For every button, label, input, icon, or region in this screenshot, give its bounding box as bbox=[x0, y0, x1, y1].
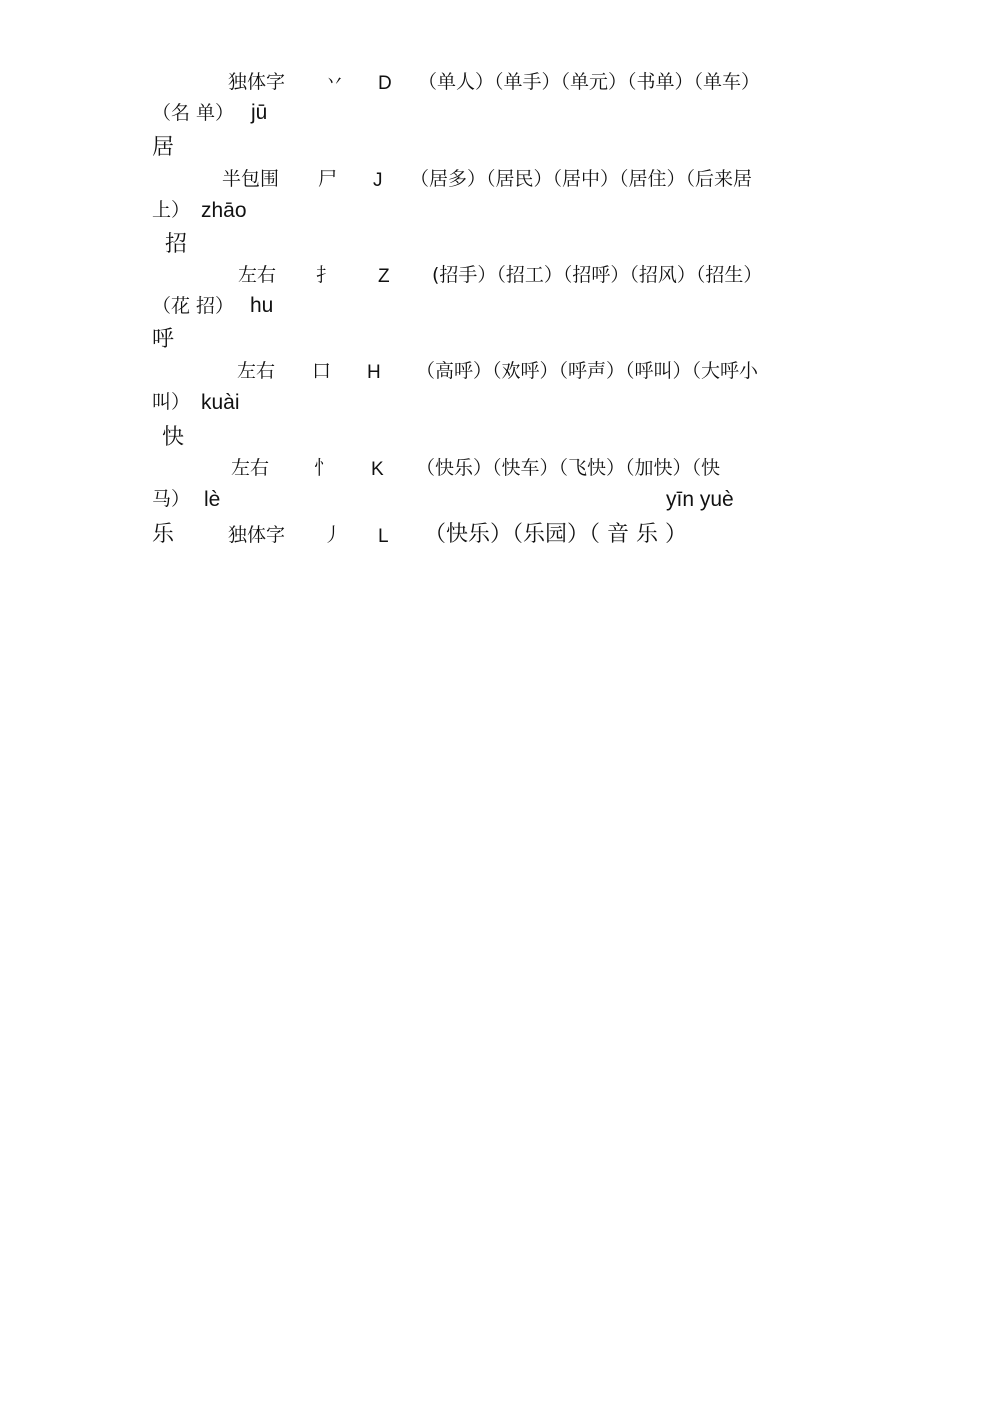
word-list: （单人）（单手）（单元）（书单）（单车） bbox=[418, 71, 761, 93]
radical-letter: J bbox=[373, 170, 383, 191]
structure-label: 半包围 bbox=[222, 168, 280, 190]
radical-letter: D bbox=[378, 73, 392, 94]
character: 呼 bbox=[152, 327, 175, 352]
radical: 扌 bbox=[316, 264, 336, 286]
radical: 忄 bbox=[314, 457, 334, 479]
word-list: （快乐）（乐园）（ 音 乐 ） bbox=[424, 522, 687, 547]
structure-label: 独体字 bbox=[228, 524, 286, 546]
radical: 尸 bbox=[318, 168, 338, 190]
pinyin: hu bbox=[250, 294, 274, 317]
word-list-continued: 叫） bbox=[152, 391, 191, 413]
structure-label: 左右 bbox=[238, 264, 277, 286]
word-list-continued: （花 招） bbox=[152, 295, 235, 317]
structure-label: 左右 bbox=[237, 360, 276, 382]
pinyin: jū bbox=[251, 101, 268, 124]
pinyin-above-word: yīn yuè bbox=[666, 488, 734, 511]
character: 乐 bbox=[152, 522, 175, 547]
character: 居 bbox=[152, 135, 175, 160]
word-list: （高呼）（欢呼）（呼声）（呼叫）（大呼小 bbox=[416, 360, 759, 382]
radical: 丷 bbox=[325, 71, 345, 93]
word-list-continued: 马） bbox=[152, 488, 191, 510]
pinyin: kuài bbox=[201, 391, 240, 414]
radical: 口 bbox=[312, 360, 332, 382]
word-list: (招手）（招工）（招呼）（招风）（招生） bbox=[432, 264, 763, 286]
character: 快 bbox=[162, 425, 185, 450]
pinyin: lè bbox=[204, 488, 221, 511]
pinyin: zhāo bbox=[201, 199, 247, 222]
word-list-continued: （名 单） bbox=[152, 102, 235, 124]
structure-label: 独体字 bbox=[228, 71, 286, 93]
radical-letter: K bbox=[371, 459, 384, 480]
radical: 丿 bbox=[323, 524, 343, 546]
radical-letter: Z bbox=[378, 266, 390, 287]
structure-label: 左右 bbox=[231, 457, 270, 479]
word-list-continued: 上） bbox=[152, 199, 191, 221]
character: 招 bbox=[165, 232, 188, 257]
radical-letter: H bbox=[367, 362, 381, 383]
word-list: （居多）（居民）（居中）（居住）（后来居 bbox=[410, 168, 753, 190]
radical-letter: L bbox=[378, 526, 389, 547]
word-list: （快乐）（快车）（飞快）（加快）（快 bbox=[416, 457, 721, 479]
